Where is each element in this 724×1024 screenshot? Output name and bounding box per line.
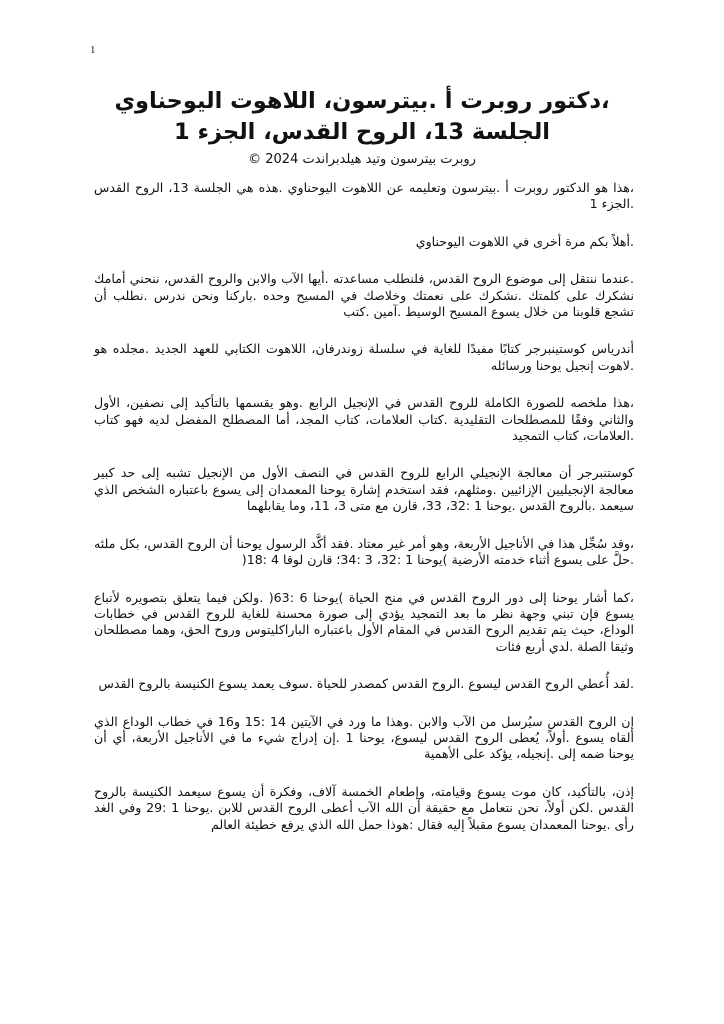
document-title-line-2: الجلسة 13، الروح القدس، الجزء 1 bbox=[174, 119, 550, 145]
paragraph-4: أندرياس كوستينبرجر كتابًا مفيدًا للغاية في سلسلة زوندرفان، اللاهوت الكتابي للعهد الجديد .مجلده هو .لاهوت إنجيل يوحنا ورسائله bbox=[94, 341, 634, 373]
paragraph-1: ،هذا هو الدكتور روبرت أ .بيترسون وتعليمه عن اللاهوت اليوحناوي .هذه هي الجلسة 13، الروح القدس .الجزء 1 bbox=[94, 180, 634, 212]
paragraph-7: ،وقد سُجِّل هذا في الأناجيل الأربعة، وهو أمر غير معتاد .فقد أكَّد الرسول يوحنا أن الروح القدس، بكل ملئه .حلَّ على يسوع أثناء خدمته الأرضية )يوحنا 1 :32، 3 :34؛ قارن لوقا 4 :18( bbox=[94, 535, 634, 568]
page-number: 1 bbox=[90, 44, 96, 56]
paragraph-10: إن الروح القدس سيُرسل من الآب والابن .وهذا ما ورد في الآيتين 14 :15 و16 في خطاب الوداع الذي ألقاه يسوع .أولاً، يُعطى الروح القدس ليسوع، يوحنا 1 .إن إدراج شيء ما في الأناجيل الأربعة، أي أن يوحنا ضمه إلى .إنجيله، يؤكد على الأهمية bbox=[94, 713, 635, 762]
paragraph-9: .لقد أُعطي الروح القدس ليسوع .الروح القدس كمصدر للحياة .سوف يعمد يسوع الكنيسة بالروح القدس bbox=[98, 676, 634, 692]
paragraph-2: .أهلاً بكم مرة أخرى في اللاهوت اليوحناوي bbox=[415, 233, 634, 249]
paragraph-11: إذن، بالتأكيد، كان موت يسوع وقيامته، وإطعام الخمسة آلاف، وفكرة أن يسوع سيعمد الكنيسة بالروح القدس .لكن أولاً، نحن نتعامل مع حقيقة أن الله الآب أعطى الروح القدس للابن .يوحنا 1 :29 وفي الغد رأى .يوحنا المعمدان يسوع مقبلاً إليه فقال :هوذا حمل الله الذي يرفع خطيئة العالم bbox=[94, 783, 634, 832]
paragraph-8: ،كما أشار يوحنا إلى دور الروح القدس في منح الحياة )يوحنا 6 :63( .ولكن فيما يتعلق بتصويره لأتباع يسوع فإن تبني وجهة نظر ما بعد التمجيد يؤدي إلى صورة محسنة للغاية للروح القدس في خطابات الوداع، حيث يتم تقديم الروح القدس في المقام الأول باعتباره الباراكليتوس وروح الحق، وهما مصطلحان وثيقا الصلة .لدي أربع فئات bbox=[94, 589, 634, 654]
paragraph-6: كوستنبرجر أن معالجة الإنجيلي الرابع للروح القدس في النصف الأول من الإنجيل تشبه إلى حد كبير معالجة الإنجيليين الإزائيين .ومثلهم، فقد استخدم إشارة يوحنا المعمدان إلى يسوع باعتباره الشخص الذي سيعمد .بالروح القدس .يوحنا 1 :32، 33، قارن مع متى 3، 11، وما يقابلهما bbox=[94, 465, 634, 514]
document-header bbox=[90, 86, 634, 169]
document-body bbox=[94, 180, 634, 854]
paragraph-3: .عندما ننتقل إلى موضوع الروح القدس، فلنطلب مساعدته .أيها الآب والابن والروح القدس، ننحني أمامك نشكرك على كلمتك .نشكرك على نعمتك وخلاصك في المسيح وحده .باركنا ونحن ندرس .نطلب أن تشجع قلوبنا من خلال يسوع المسيح الوسيط .آمين .كتب bbox=[94, 271, 634, 320]
copyright-line: روبرت بيترسون وتيد هيلدبراندت 2024 © bbox=[248, 152, 476, 167]
document-title-line-1: ،دكتور روبرت أ .بيترسون، اللاهوت اليوحناوي bbox=[114, 88, 610, 114]
paragraph-5: ،هذا ملخصه للصورة الكاملة للروح القدس في الإنجيل الرابع .وهو يقسمها بالتأكيد إلى نصفين، الأول والثاني وفقًا للمصطلحات التقليدية .كتاب العلامات، كتاب المجد، أما المصطلح المفضل لديه فهو كتاب .العلامات، كتاب التمجيد bbox=[94, 395, 634, 444]
